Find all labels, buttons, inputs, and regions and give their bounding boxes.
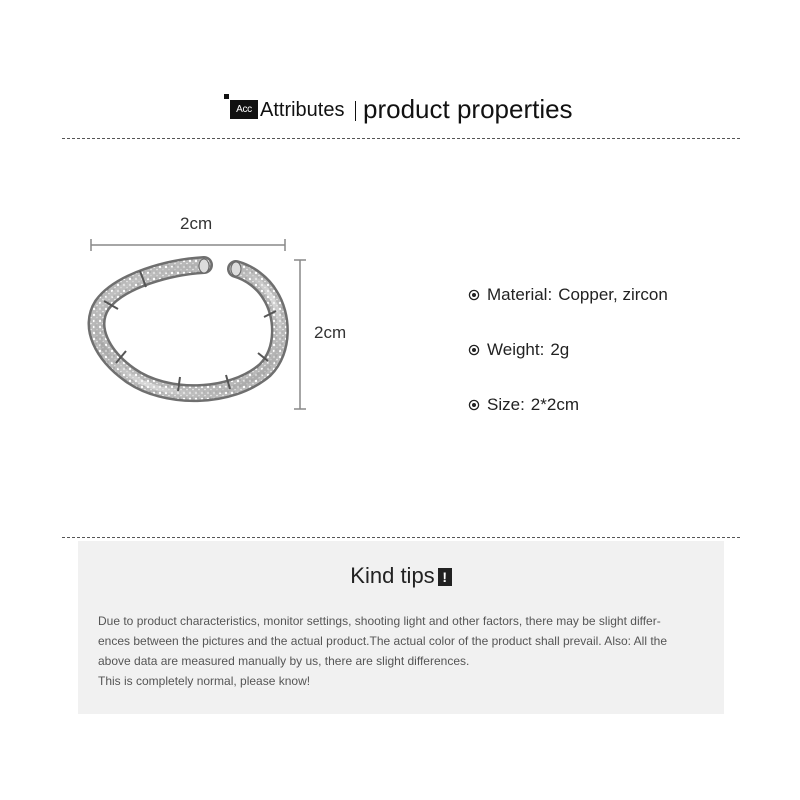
product-image-area	[80, 205, 347, 420]
tips-heading	[78, 563, 724, 589]
exclamation-icon: !	[438, 568, 452, 586]
header-mark-dot	[224, 94, 229, 99]
tips-line: This is completely normal, please know!	[98, 674, 311, 688]
width-dimension-label: 2cm	[180, 214, 213, 233]
page-title: product properties	[363, 94, 573, 124]
tips-body	[98, 611, 710, 691]
bullet-icon	[468, 289, 480, 301]
kind-tips-panel	[78, 541, 724, 714]
property-size	[468, 390, 579, 420]
property-material	[468, 280, 668, 310]
property-weight	[468, 335, 569, 365]
property-value: 2*2cm	[530, 395, 579, 414]
ring-band	[97, 259, 280, 393]
property-value: Copper, zircon	[558, 285, 668, 304]
height-dimension-label: 2cm	[314, 323, 347, 342]
header-separator	[355, 101, 356, 121]
top-divider	[62, 138, 740, 139]
bullet-icon	[468, 399, 480, 411]
section-header	[0, 88, 800, 132]
property-label: Size:	[487, 395, 525, 414]
bottom-divider	[62, 537, 740, 538]
tips-line: ences between the pictures and the actual product.The actual color of the product shall prevail. Also: All the	[98, 634, 668, 648]
tips-line: Due to product characteristics, monitor settings, shooting light and other factors, there may be slight differ-	[98, 614, 661, 628]
header-attributes-label: Attributes	[260, 99, 345, 121]
property-value: 2g	[550, 340, 570, 359]
header-badge: Acc	[230, 100, 258, 119]
height-dimension-line	[294, 260, 306, 409]
property-label: Material:	[487, 285, 553, 304]
property-label: Weight:	[487, 340, 545, 359]
tips-line: above data are measured manually by us, there are slight differences.	[98, 654, 470, 668]
ring-image	[80, 205, 340, 420]
bullet-icon	[468, 344, 480, 356]
tips-title-text: Kind tips	[350, 563, 435, 588]
width-dimension-line	[91, 239, 285, 251]
